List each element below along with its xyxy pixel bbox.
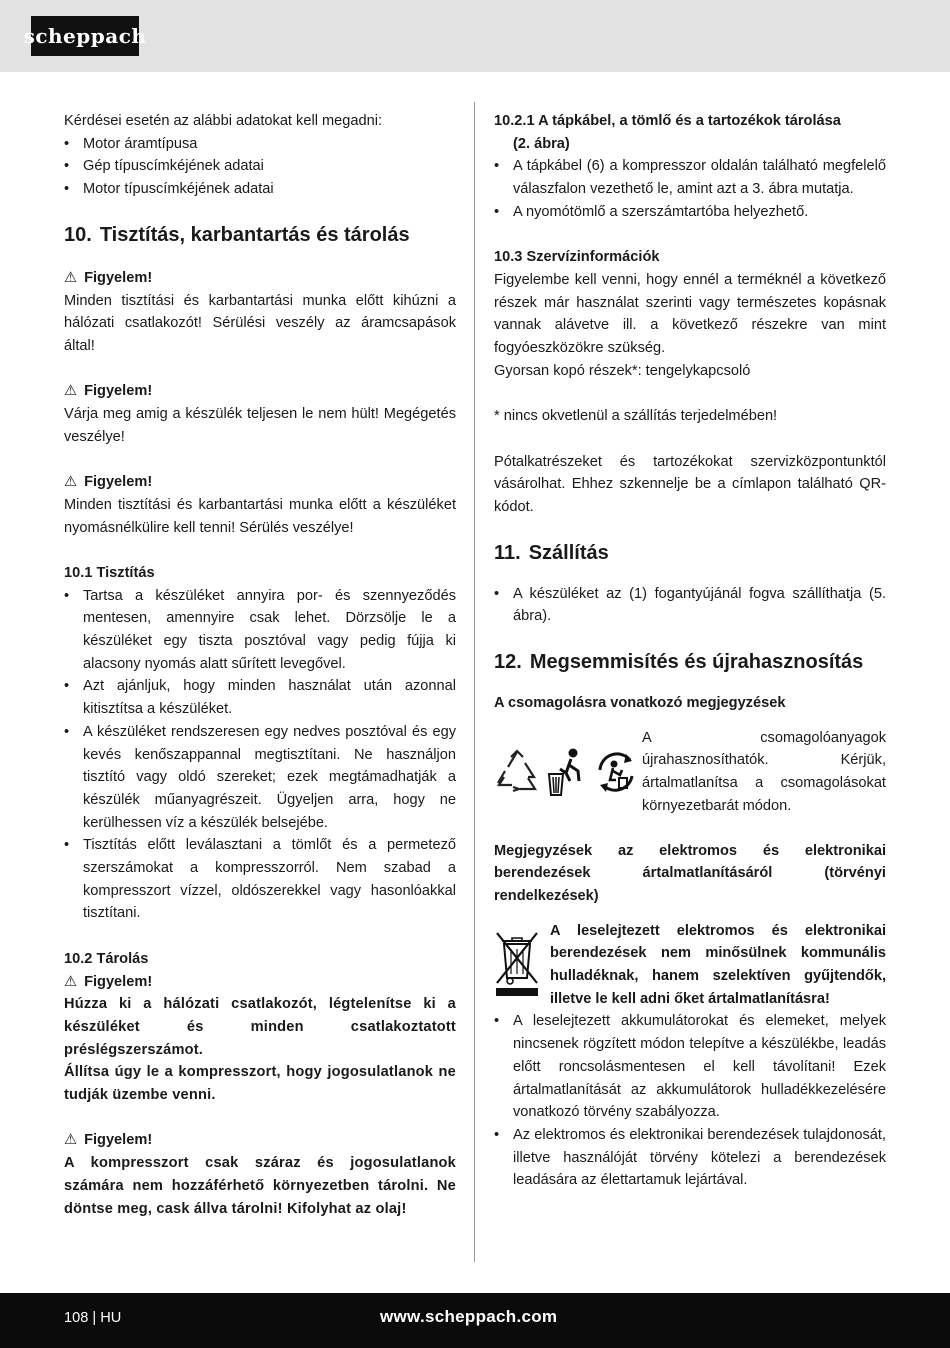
list-item: • A leselejtezett akkumulátorokat és elemeket, melyek nincsenek rögzített módon telepítve a készülékbe, leadás előtt roncsolásmentesen el kell távolítani! Ezek ártalmatlanítását az akkumulátorok hulladékkezelésére vonatkozó törvény szabályozza. <box>494 1010 886 1124</box>
warning-label: ⚠ Figyelem! <box>64 471 456 494</box>
warning-label: ⚠ Figyelem! <box>64 267 456 290</box>
brand-logo: scheppach <box>31 16 139 56</box>
storage-warning-text: Húzza ki a hálózati csatlakozót, légtelenítse ki a készüléket és minden csatlakoztatott préslégszerszámot. <box>64 996 456 1058</box>
transport-list <box>494 583 886 628</box>
recycle-person-icon <box>592 748 640 796</box>
tidyman-icon <box>546 747 586 797</box>
section-10-2-heading: 10.2 Tárolás <box>64 950 149 967</box>
service-text: Figyelembe kell venni, hogy ennél a terméknél a következő részek már használat szerinti vagy természetes kopásnak vannak alávetve ill. a következő részekre van mint fogyóeszközökre szükség. <box>494 271 886 357</box>
section-10-2-1-heading: 10.2.1 A tápkábel, a tömlő és a tartozékok tárolása <box>494 113 841 129</box>
storage-warning-text: A kompresszort csak száraz és jogosulatlanok számára nem hozzáférhető környezetben tárolni. Ne döntse meg, cask állva tárolni! Kifolyhat az olaj! <box>64 1155 456 1217</box>
list-item: • A készüléket az (1) fogantyújánál fogva szállíthatja (5. ábra). <box>494 583 886 628</box>
warning-text: Várja meg amig a készülék teljesen le nem hült! Megégetés veszélye! <box>64 406 456 445</box>
storage-warning-text: Állítsa úgy le a kompresszort, hogy jogosulatlanok ne tudják üzembe venni. <box>64 1064 456 1104</box>
recycling-icons <box>494 727 642 817</box>
weee-text: A leselejtezett elektromos és elektronikai berendezések nem minősülnek kommunális hulladéknak, hanem szelektíven gyűjtendők, illetve le kell adni őket ártalmatlanításra! <box>550 922 886 1007</box>
list-item: • Tisztítás előtt leválasztani a tömlőt és a permetező szerszámokat a kompresszorról. Nem szabad a kompresszort vízzel, oldószerekkel vagy hasonlóakkal tisztítani. <box>64 834 456 925</box>
warning-icon: ⚠ <box>64 973 78 990</box>
list-item: • Az elektromos és elektronikai berendezések tulajdonosát, illetve használóját törvény kötelezi a berendezések leadására az élettartamuk lejártával. <box>494 1124 886 1192</box>
list-item: • A tápkábel (6) a kompresszor oldalán található megfelelő válaszfalon vezethető le, amint azt a 3. ábra mutatja. <box>494 155 886 200</box>
weee-list <box>494 1010 886 1192</box>
cleaning-list <box>64 585 456 926</box>
warning-label: ⚠ Figyelem! <box>64 1129 456 1152</box>
intro-text: Kérdései esetén az alábbi adatokat kell megadni: <box>64 113 383 129</box>
left-column <box>64 110 456 1220</box>
list-item: • Tartsa a készüléket annyira por- és szennyeződés mentesen, amennyire csak lehet. Dörzsölje le a készüléket egy tiszta posztóval vagy pedig fújja ki alacsony nyomás alatt sűrített levegővel. <box>64 585 456 676</box>
warning-text: Minden tisztítási és karbantartási munka előtt a készüléket nyomásnélkülire kell tenni! Sérülés veszélye! <box>64 496 456 536</box>
warning-icon: ⚠ <box>64 1132 78 1149</box>
header-bar <box>0 0 950 72</box>
intro-list <box>64 133 456 201</box>
footnote-text: * nincs okvetlenül a szállítás terjedelmében! <box>494 408 778 425</box>
weee-heading: Megjegyzések az elektromos és elektronikai berendezések ártalmatlanításáról (törvényi rendelkezések) <box>494 842 886 904</box>
weee-icon <box>494 920 550 1004</box>
website-link[interactable]: www.scheppach.com <box>380 1307 558 1326</box>
wear-parts-text: Gyorsan kopó részek*: tengelykapcsoló <box>494 362 751 379</box>
warning-icon: ⚠ <box>64 383 78 400</box>
warning-label: ⚠ Figyelem! <box>64 971 456 994</box>
section-10-2-1-subheading: (2. ábra) <box>513 135 570 152</box>
section-10-3-heading: 10.3 Szervízinformációk <box>494 249 660 266</box>
right-column <box>494 110 886 1192</box>
weee-block <box>494 920 886 1011</box>
list-item: • A nyomótömlő a szerszámtartóba helyezhető. <box>494 201 886 224</box>
page-number: 108 | HU <box>64 1310 122 1326</box>
list-item: • Motor típuscímkéjének adatai <box>64 178 456 201</box>
list-item: • A készüléket rendszeresen egy nedves posztóval és egy kevés kenőszappannal megtisztítani. Ne használjon tisztító vagy oldó szereket; ezek megtámadhatják a készülék műanyagrészeit. Ügyeljen arra, hogy ne kerülhessen víz a készülék belsejébe. <box>64 721 456 835</box>
warning-text: Minden tisztítási és karbantartási munka előtt kihúzni a hálózati csatlakozót! Sérülési veszély az áramcsapások által! <box>64 292 456 354</box>
warning-icon: ⚠ <box>64 269 78 286</box>
section-11-heading: 11. Szállítás <box>494 541 609 564</box>
recycle-icon <box>494 749 540 795</box>
section-12-heading: 12. Megsemmisítés és újrahasznosítás <box>494 651 864 674</box>
footer-bar <box>0 1293 950 1348</box>
warning-label: ⚠ Figyelem! <box>64 380 456 403</box>
column-divider <box>474 102 475 1262</box>
section-10-1-heading: 10.1 Tisztítás <box>64 564 155 581</box>
list-item: • Gép típuscímkéjének adatai <box>64 155 456 178</box>
packaging-heading: A csomagolásra vonatkozó megjegyzések <box>494 695 786 712</box>
section-10-heading: 10. Tisztítás, karbantartás és tárolás <box>64 223 410 246</box>
packaging-block <box>494 727 886 818</box>
spare-parts-text: Pótalkatrészeket és tartozékokat szervizközpontunktól vásárolhat. Ehhez szkennelje be a címlapon található QR-kódot. <box>494 453 886 515</box>
warning-icon: ⚠ <box>64 474 78 491</box>
packaging-text: A csomagolóanyagok újrahasznosíthatók. Kérjük, ártalmatlanítsa a csomagolásokat környezetbarát módon. <box>642 729 886 814</box>
list-item: • Azt ajánljuk, hogy minden használat után azonnal kitisztítsa a készüléket. <box>64 675 456 720</box>
list-item: • Motor áramtípusa <box>64 133 456 156</box>
storage-list <box>494 155 886 223</box>
